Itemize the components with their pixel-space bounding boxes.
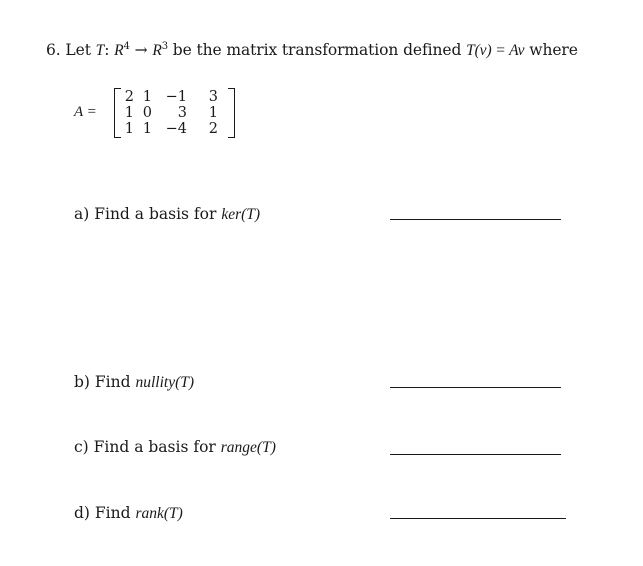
question-c bbox=[74, 437, 276, 458]
question-text: Find a basis for bbox=[93, 438, 216, 456]
answer-blank-b[interactable] bbox=[390, 387, 561, 388]
codomain-exponent: 3 bbox=[161, 41, 168, 52]
problem-number: 6. bbox=[46, 41, 61, 59]
matrix-cell: 3 bbox=[208, 89, 218, 105]
question-d bbox=[74, 503, 183, 524]
question-term: rank(T) bbox=[135, 505, 183, 522]
question-letter: c) bbox=[74, 438, 89, 456]
where-text: where bbox=[529, 41, 578, 59]
transformation-definition: T(v) = Av bbox=[466, 42, 525, 59]
matrix-cell: 3 bbox=[177, 105, 187, 121]
matrix-cell: 1 bbox=[142, 121, 152, 137]
problem-intro: Let bbox=[65, 41, 91, 59]
codomain-space: R bbox=[152, 42, 162, 59]
question-text: Find bbox=[94, 504, 131, 522]
question-letter: a) bbox=[74, 205, 90, 223]
answer-blank-a[interactable] bbox=[390, 219, 561, 220]
domain-exponent: 4 bbox=[123, 41, 130, 52]
matrix-right-bracket bbox=[228, 88, 235, 138]
matrix-cell: 1 bbox=[124, 121, 134, 137]
matrix-cell: 0 bbox=[142, 105, 152, 121]
question-a bbox=[74, 204, 260, 225]
question-term: nullity(T) bbox=[135, 374, 195, 391]
question-b bbox=[74, 372, 194, 393]
colon: : bbox=[104, 41, 110, 59]
matrix-cell: 1 bbox=[142, 89, 152, 105]
question-letter: b) bbox=[74, 373, 90, 391]
matrix-cell: 1 bbox=[124, 105, 134, 121]
answer-blank-d[interactable] bbox=[390, 518, 566, 519]
matrix-cell: 1 bbox=[208, 105, 218, 121]
question-term: range(T) bbox=[220, 439, 276, 456]
question-text: Find a basis for bbox=[94, 205, 217, 223]
question-letter: d) bbox=[74, 504, 90, 522]
matrix-cell: 2 bbox=[124, 89, 134, 105]
matrix-cell: −1 bbox=[165, 89, 187, 105]
matrix-label: A = bbox=[74, 104, 97, 120]
arrow-symbol: → bbox=[134, 41, 148, 59]
transformation-symbol: T bbox=[95, 42, 105, 59]
matrix-cell: 2 bbox=[208, 121, 218, 137]
problem-statement bbox=[46, 40, 578, 61]
question-term: ker(T) bbox=[221, 206, 261, 223]
matrix-cell: −4 bbox=[165, 121, 187, 137]
question-text: Find bbox=[94, 373, 131, 391]
be-text: be the matrix transformation defined bbox=[172, 41, 462, 59]
domain-space: R bbox=[114, 42, 124, 59]
answer-blank-c[interactable] bbox=[390, 454, 561, 455]
